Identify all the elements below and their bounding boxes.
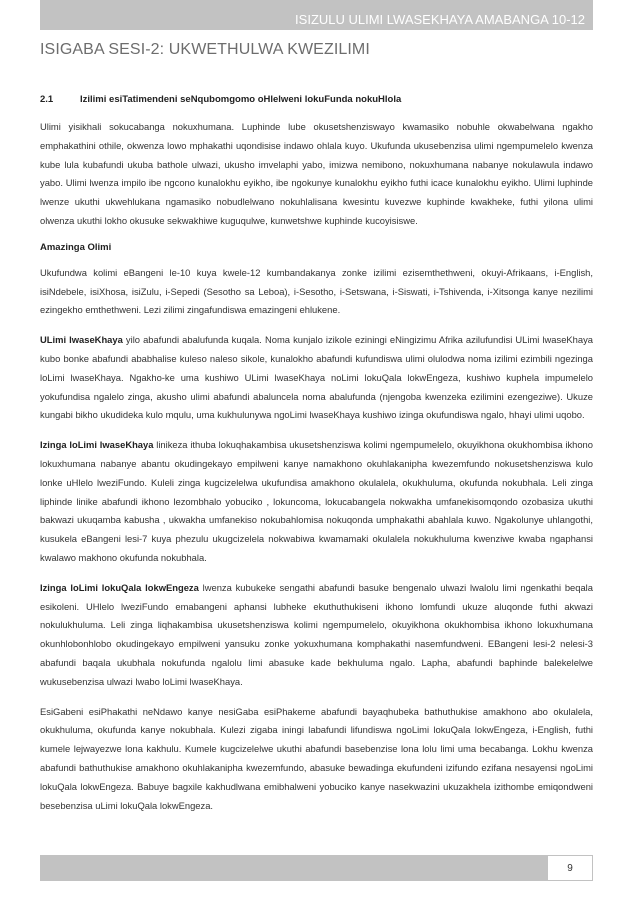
paragraph-home-language-level-text: linikeza ithuba lokuqhakambisa ukusetshenziswa kolimi ngempumelelo, okuyikhona okukhombisa ikhono lokuxhumana nabanye abantu okudingekayo empilweni kanye namakhono okuhlakanipha kwezemfundo nokusetshenziswa kulo lonke uHlelo lweziFundo. Kuleli zinga kugcizelelwa ukufundisa amakhono okulalela, okukhuluma, okufunda nokubhala. Leli zinga liphinde linike abafundi ikhono lezombhalo yobuciko , lokuncoma, lokucabangela nokwakha umfanekisomqondo ozobasiza ukuthi bakwazi ukuqamba kabusha , ukwakha umfanekiso nokubahlomisa nokuqonda umphakathi abahlala kuwo. Ngakolunye uhlangothi, kusukela eBangeni lesi-7 kuya phezulu ukugcizelela nokwabiwa kwamamaki okulalela nokukhuluma kwenziwe kwaba ngaphansi kwalawo makhono okufunda nokubhala. bbox=[40, 439, 593, 563]
paragraph-first-additional-text: lwenza kubukeke sengathi abafundi basuke bengenalo ulwazi lwalolu limi ngenkathi beqala esikoleni. UHlelo lweziFundo emabangeni aphansi lubheke ekuthuthukiseni ikhono lomfundi ukuze aluqonde futhi akwazi nokulukhuluma. Leli zinga liqhakambisa ukusetshenziswa kolimi ngempumelelo, okuyikhona okukhombisa ikhono lokuxhumana okunhlobonhlobo okudingekayo empilweni yansuku zonke yokuxhumana komphakathi nasemfundweni. EBangeni lesi-2 nelesi-3 abafundi baqala ukubhala nokufunda ngalolu limi abasuke kade bekhuluma ngalo. Lapha, abafundi baphinde balekelelwe wukusebenzisa ulwazi lwabo loLimi lwaseKhaya. bbox=[40, 581, 593, 687]
section-title: ISIGABA SESI-2: UKWETHULWA KWEZILIMI bbox=[40, 41, 370, 58]
paragraph-senior-phase: EsiGabeni esiPhakathi neNdawo kanye nesiGaba esiPhakeme abafundi bayaqhubeka bathuthukise amakhono abo okulalela, okukhuluma, okufunda kanye nokubhala. Kulezi zigaba iningi labafundi lifundiswa ngoLimi lokuQala lokwEngeza, i-English, futhi kumele lejwayezwe lona kakhulu. Kumele kugcizelelwe ukuthi abafundi basebenzise lona lolu limi uma becabanga. Lokhu kwenza abafundi bathuthukise amakhono okuhlakanipha kwezemfundo, abasuke bewadinga ekufundeni izifundo ezifana nesayensi ngoLimi lokuQala lokwEngeza. Babuye bagxile kakhudlwana emibhalweni yobuciko kanye nasekwazini ukuzakhela izithombe emiqondweni besebenzisa uLimi lokuQala lokwEngeza. bbox=[40, 705, 593, 811]
paragraph-intro: Ulimi yisikhali sokucabanga nokuxhumana. Luphinde lube okusetshenziswayo kwamasiko nobuhle okwabelwana ngakho emphakathini othile, okwenza lowo mphakathi uqondisise indawo ohlala kuyo. Ukufunda ukusebenzisa ulimi ngempumelelo kwenza kube lula kubafundi ukuba bathole ulwazi, ukusho imvelaphi yabo, imizwa nemibono, nokuxhumana nabanye nokulawula indawo yabo. Ulimi lwenza impilo ibe ngcono kunalokhu eyikho, ibe ngokunye kunalokhu eyikho futhi icace kunalokhu eyikho. Ulimi luphinde lwenze ukuthi ukwehlukana ngamasiko nobudlelwano nokuhlalisana kwesintu kuvezwe kuphinde kwakheke, futhi yilona ulimi olwenza ukuthi lokho okusuke sekwakhiwe kuguqulwe, kunwetshwe kuphinde kucoyisiswe. bbox=[40, 121, 593, 226]
term-home-language: ULimi lwaseKhaya bbox=[40, 334, 123, 346]
term-home-language-level: Izinga loLimi lwaseKhaya bbox=[40, 439, 154, 451]
page-number: 9 bbox=[547, 855, 593, 881]
running-header: ISIZULU ULIMI LWASEKHAYA AMABANGA 10-12 bbox=[295, 12, 585, 27]
paragraph-home-language-level bbox=[40, 436, 593, 568]
footer-bar bbox=[40, 855, 593, 881]
paragraph-first-additional bbox=[40, 579, 593, 692]
header-bar bbox=[40, 0, 593, 30]
heading-language-levels: Amazinga Olimi bbox=[40, 241, 112, 253]
subsection-title: Izilimi esiTatimendeni seNqubomgomo oHlelweni lokuFunda nokuHlola bbox=[80, 94, 402, 105]
term-first-additional: Izinga loLimi lokuQala lokwEngeza bbox=[40, 581, 199, 593]
page-content bbox=[40, 94, 593, 826]
paragraph-home-language bbox=[40, 331, 593, 425]
paragraph-home-language-text: yilo abafundi abalufunda kuqala. Noma kunjalo izikole eziningi eNingizimu Afrika azilufundisi ULimi lwaseKhaya kubo bonke abafundi ababhalise kuleso naleso sikole, kunalokho abafundi kufundiswa ulimi olulodwa noma izilimi ezimbili ngezinga loLimi lwaseKhaya. Ngakho-ke uma kushiwo ULimi lwaseKhaya noLimi lokuQala lokwEngeza, kushiwo kuphela impumelelo yokufundisa ngalelo zinga, akusho ulimi abafundi abaluncela noma abalufunda (njengoba kwenzeka ezilimini ezengeziwe). Ukuze kungabi bikho ukudideka kulo mqulu, uma kukhulunywa ngoLimi lwaseKhaya kushiwo izinga okufundiswa ngalo, hhayi ulimi uqobo. bbox=[40, 334, 594, 421]
subsection-heading bbox=[40, 94, 593, 105]
paragraph-levels: Ukufundwa kolimi eBangeni le-10 kuya kwele-12 kumbandakanya zonke izilimi ezisemthethweni, okuyi-Afrikaans, i-English, isiNdebele, isiXhosa, isiZulu, i-Sepedi (Sesotho sa Leboa), i-Sesotho, i-Setswana, i-Siswati, i-Tshivenda, i-Xitsonga kanye nezilimi ezingekho emthethweni. Lezi zilimi zingafundiswa emazingeni ehlukene. bbox=[40, 266, 593, 316]
subsection-number: 2.1 bbox=[40, 94, 54, 105]
